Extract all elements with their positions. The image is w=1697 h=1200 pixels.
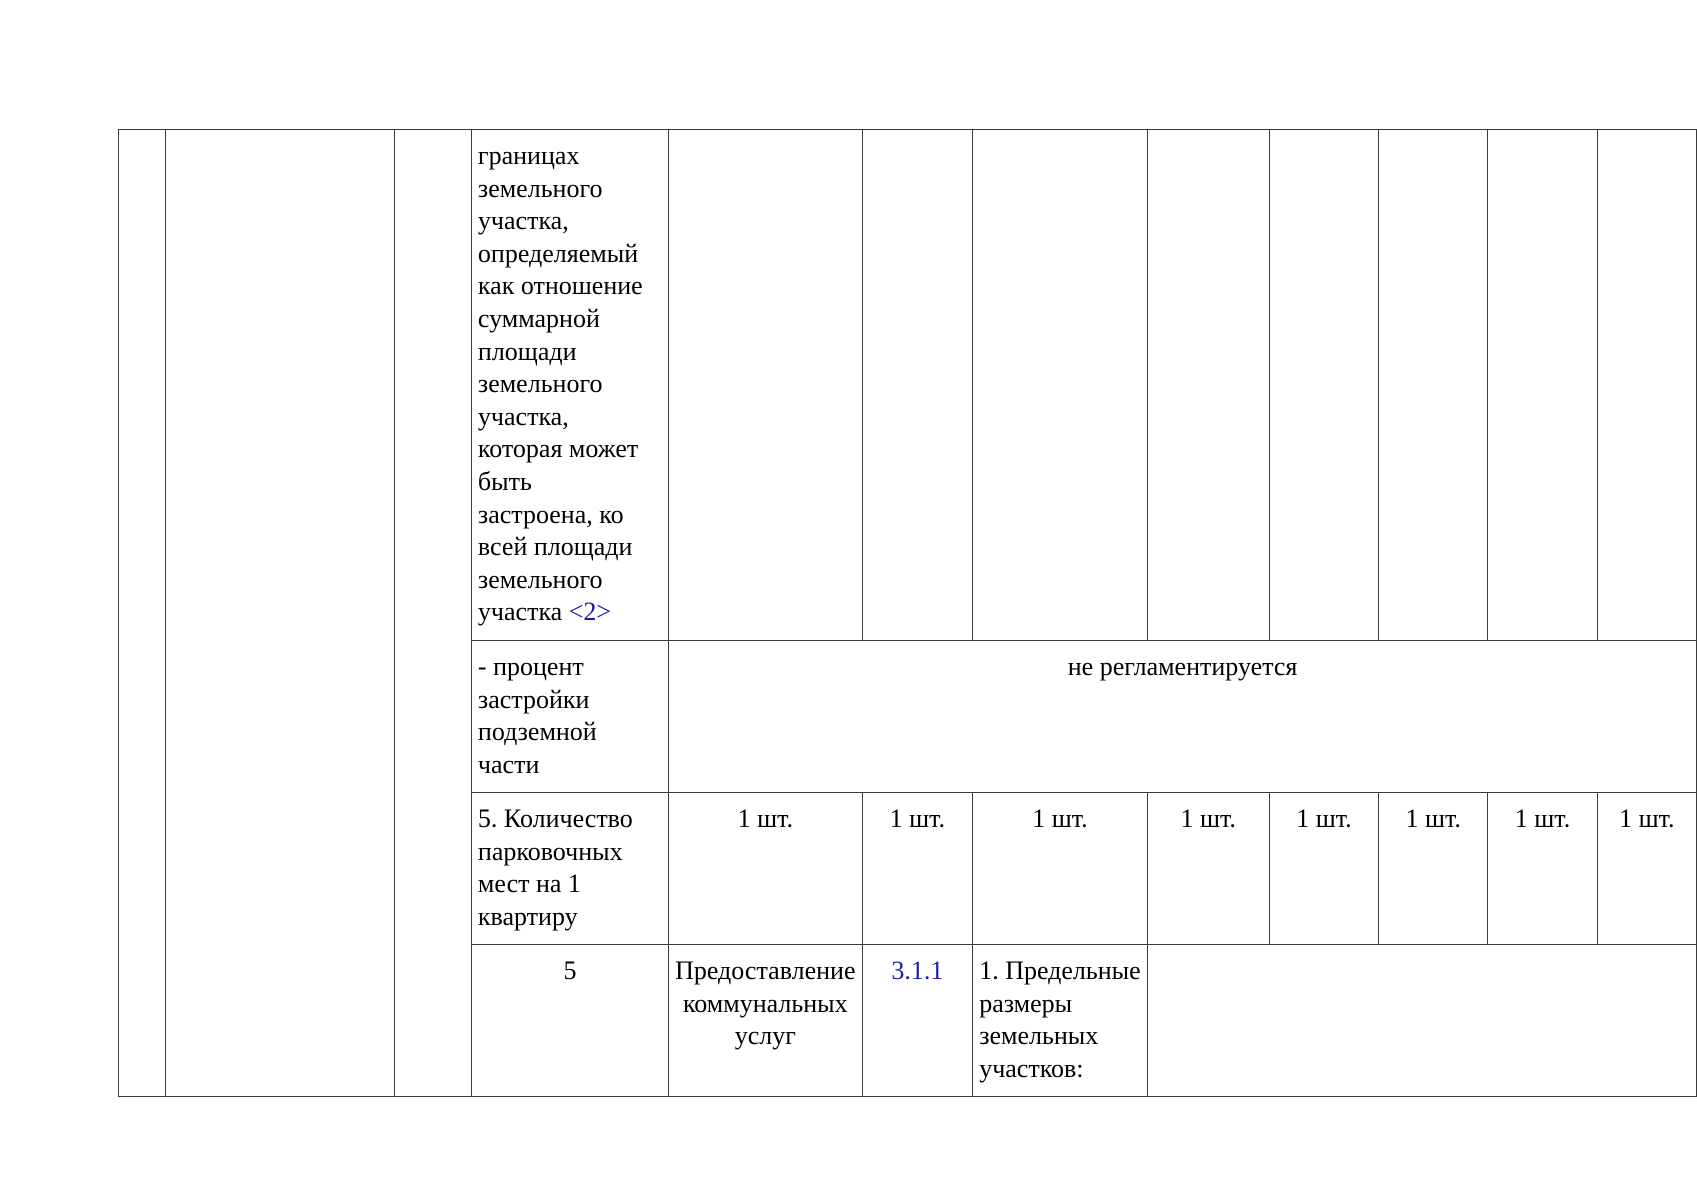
value-cell [669,130,862,641]
parking-value-cell: 1 шт. [1597,793,1696,945]
indicator-cell-plot-sizes [973,945,1148,1097]
value-cell [862,130,973,641]
footnote-link[interactable]: <2> [568,597,612,627]
indicator-line: квартиру [477,901,578,931]
indicator-cell-continuation [471,130,668,641]
regulations-table [118,129,1697,1097]
number-cell-continued [119,130,166,1097]
code-cell [862,945,973,1097]
indicator-last-line-text: участка [477,597,569,627]
indicator-line: суммарной [477,303,600,333]
indicator-line: площади [477,336,577,366]
indicator-line: земельного [477,564,603,594]
indicator-line: размеры [979,988,1073,1018]
indicator-line: застроена, ко [477,499,624,529]
indicator-last-line [478,596,662,629]
indicator-line: подземной [477,717,597,747]
value-cell [973,130,1148,641]
row-number-cell: 5 [471,945,668,1097]
indicator-line: земельного [477,369,603,399]
indicator-line: земельного [477,173,603,203]
indicator-line: определяемый [477,238,639,268]
parking-value-cell: 1 шт. [669,793,862,945]
indicator-line: застройки [477,684,590,714]
parking-value-cell: 1 шт. [1269,793,1378,945]
table-row-continuation [119,130,1697,641]
value-cell [1269,130,1378,641]
indicator-line: быть [477,466,532,496]
value-cell [1488,130,1597,641]
merged-value-cell: не регламентируется [669,641,1697,793]
indicator-line: 1. Предельные [979,956,1141,985]
use-name-line: услуг [734,1021,796,1051]
parking-value-cell: 1 шт. [973,793,1148,945]
indicator-line: участка, [477,206,569,236]
indicator-cell-parking [471,793,668,945]
indicator-line: - процент [477,652,584,681]
use-name-line: Предоставление [675,956,856,985]
indicator-line: всей площади [477,532,633,562]
indicator-line: мест на 1 [477,869,581,899]
parking-value-cell: 1 шт. [1488,793,1597,945]
use-name-cell [669,945,862,1097]
use-name-cell-continued [165,130,394,1097]
indicator-line: земельных [979,1021,1099,1051]
indicator-line: границах [477,141,580,170]
value-cell [1147,130,1269,641]
indicator-line: как отношение [477,271,643,301]
parking-value-cell: 1 шт. [1379,793,1488,945]
code-cell-continued [395,130,472,1097]
indicator-line: части [477,749,540,779]
value-cell [1597,130,1696,641]
indicator-line: участка, [477,401,569,431]
indicator-line: парковочных [477,836,623,866]
value-cell [1379,130,1488,641]
indicator-line: 5. Количество [477,804,633,833]
indicator-cell-underground [471,641,668,793]
merged-empty-cell [1147,945,1696,1097]
indicator-line: участков: [979,1053,1084,1083]
indicator-line: которая может [477,434,639,464]
use-name-line: коммунальных [682,988,848,1018]
parking-value-cell: 1 шт. [862,793,973,945]
code-link[interactable]: 3.1.1 [891,956,944,985]
parking-value-cell: 1 шт. [1147,793,1269,945]
